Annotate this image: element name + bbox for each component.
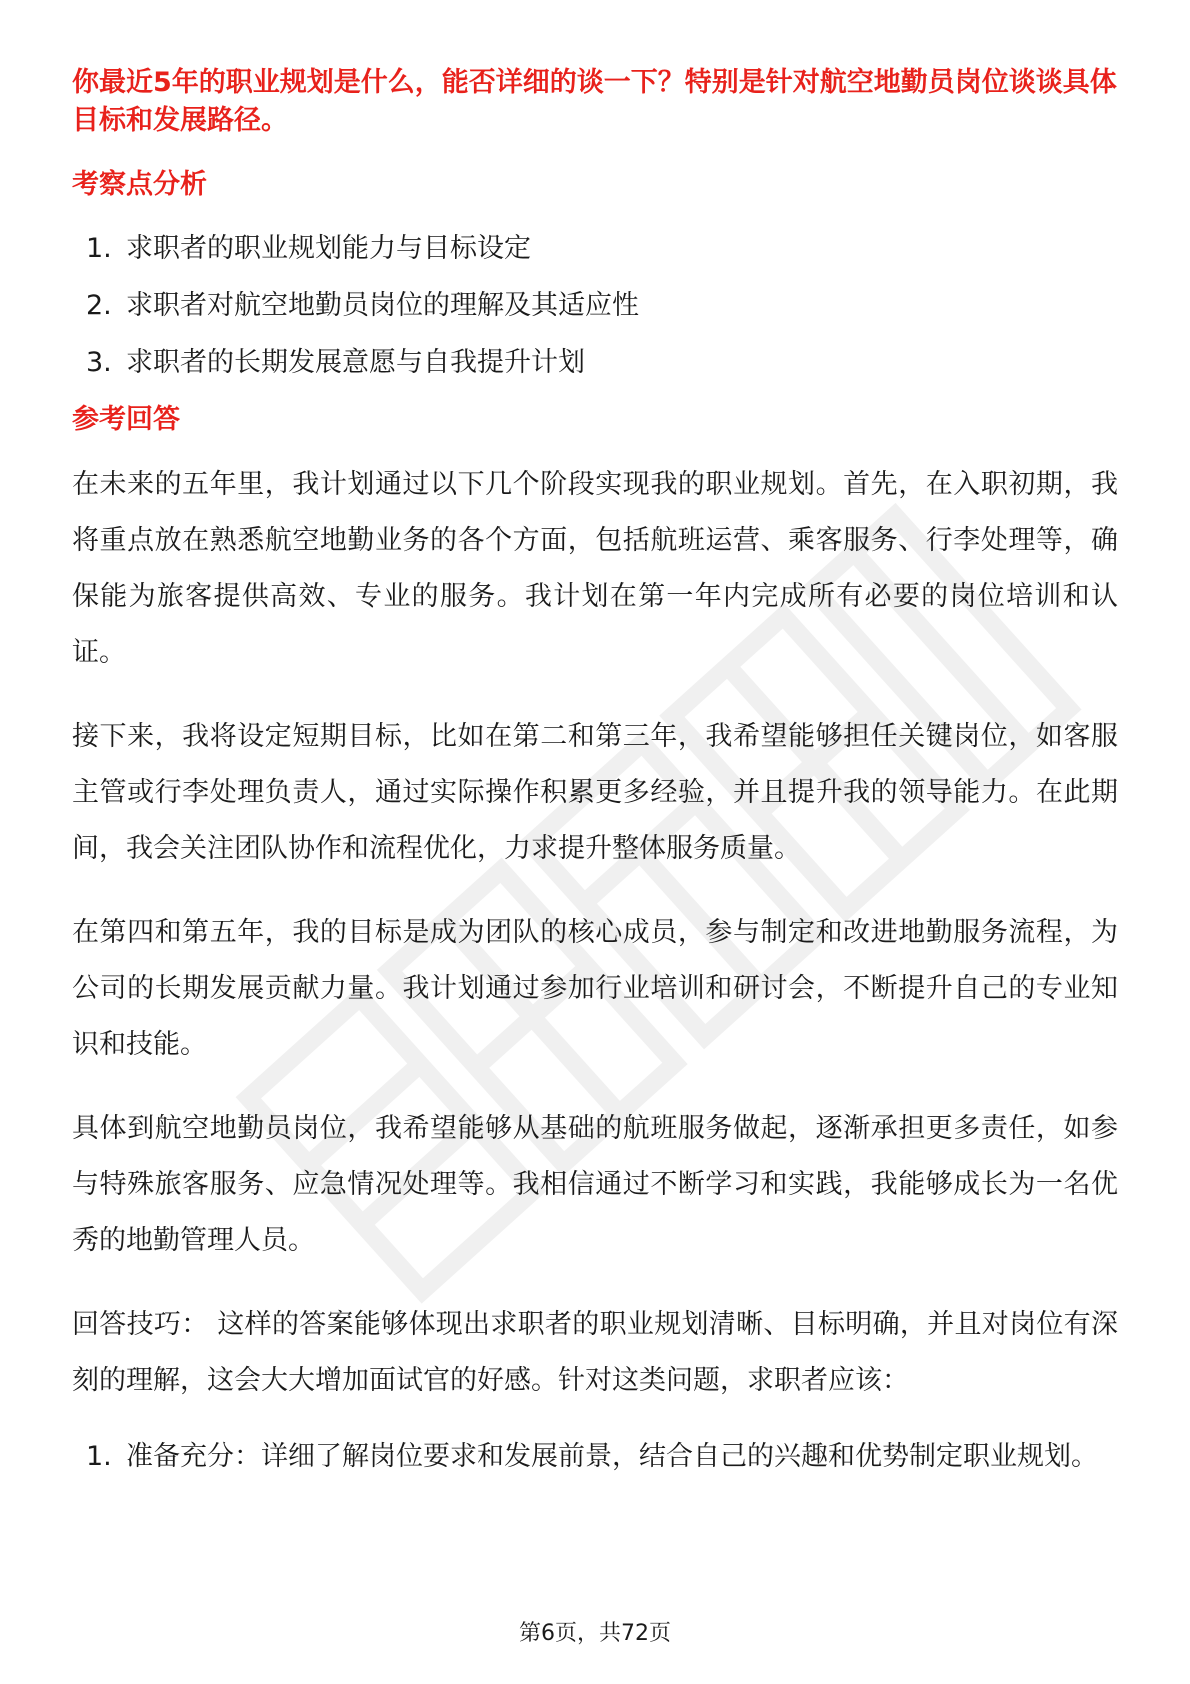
list-item-number: 1. xyxy=(86,233,112,264)
list-item-number: 2. xyxy=(86,290,112,321)
answer-paragraph: 接下来，我将设定短期目标，比如在第二和第三年，我希望能够担任关键岗位，如客服主管或行李处理负责人，通过实际操作积累更多经验，并且提升我的领导能力。在此期间，我会关注团队协作和流程优化，力求提升整体服务质量。 xyxy=(72,721,1118,864)
list-item-number: 3. xyxy=(86,347,112,378)
analysis-section-title: 考察点分析 xyxy=(72,169,207,200)
list-item xyxy=(72,287,1118,325)
analysis-points-list xyxy=(72,230,1118,382)
answer-tips-intro: 回答技巧： 这样的答案能够体现出求职者的职业规划清晰、目标明确，并且对岗位有深刻的理解，这会大大增加面试官的好感。针对这类问题，求职者应该： xyxy=(72,1309,1118,1396)
list-item-text: 求职者的职业规划能力与目标设定 xyxy=(126,233,531,264)
list-item xyxy=(72,230,1118,268)
document-page xyxy=(72,56,1118,1485)
list-item-text: 准备充分：详细了解岗位要求和发展前景，结合自己的兴趣和优势制定职业规划。 xyxy=(126,1441,1098,1472)
answer-section-title: 参考回答 xyxy=(72,404,180,435)
list-item-number: 1. xyxy=(86,1441,112,1472)
page-number-footer: 第6页，共72页 xyxy=(519,1621,671,1646)
list-item-text: 求职者对航空地勤员岗位的理解及其适应性 xyxy=(126,290,639,321)
list-item-text: 求职者的长期发展意愿与自我提升计划 xyxy=(126,347,585,378)
answer-paragraph: 具体到航空地勤员岗位，我希望能够从基础的航班服务做起，逐渐承担更多责任，如参与特殊旅客服务、应急情况处理等。我相信通过不断学习和实践，我能够成长为一名优秀的地勤管理人员。 xyxy=(72,1113,1118,1256)
answer-paragraph: 在未来的五年里，我计划通过以下几个阶段实现我的职业规划。首先，在入职初期，我将重点放在熟悉航空地勤业务的各个方面，包括航班运营、乘客服务、行李处理等，确保能为旅客提供高效、专业的服务。我计划在第一年内完成所有必要的岗位培训和认证。 xyxy=(72,469,1118,668)
list-item xyxy=(72,1429,1118,1485)
question-heading: 你最近5年的职业规划是什么，能否详细的谈一下？特别是针对航空地勤员岗位谈谈具体目标和发展路径。 xyxy=(72,67,1117,136)
tips-list xyxy=(72,1429,1118,1485)
list-item xyxy=(72,344,1118,382)
answer-paragraph: 在第四和第五年，我的目标是成为团队的核心成员，参与制定和改进地勤服务流程，为公司的长期发展贡献力量。我计划通过参加行业培训和研讨会，不断提升自己的专业知识和技能。 xyxy=(72,917,1118,1060)
